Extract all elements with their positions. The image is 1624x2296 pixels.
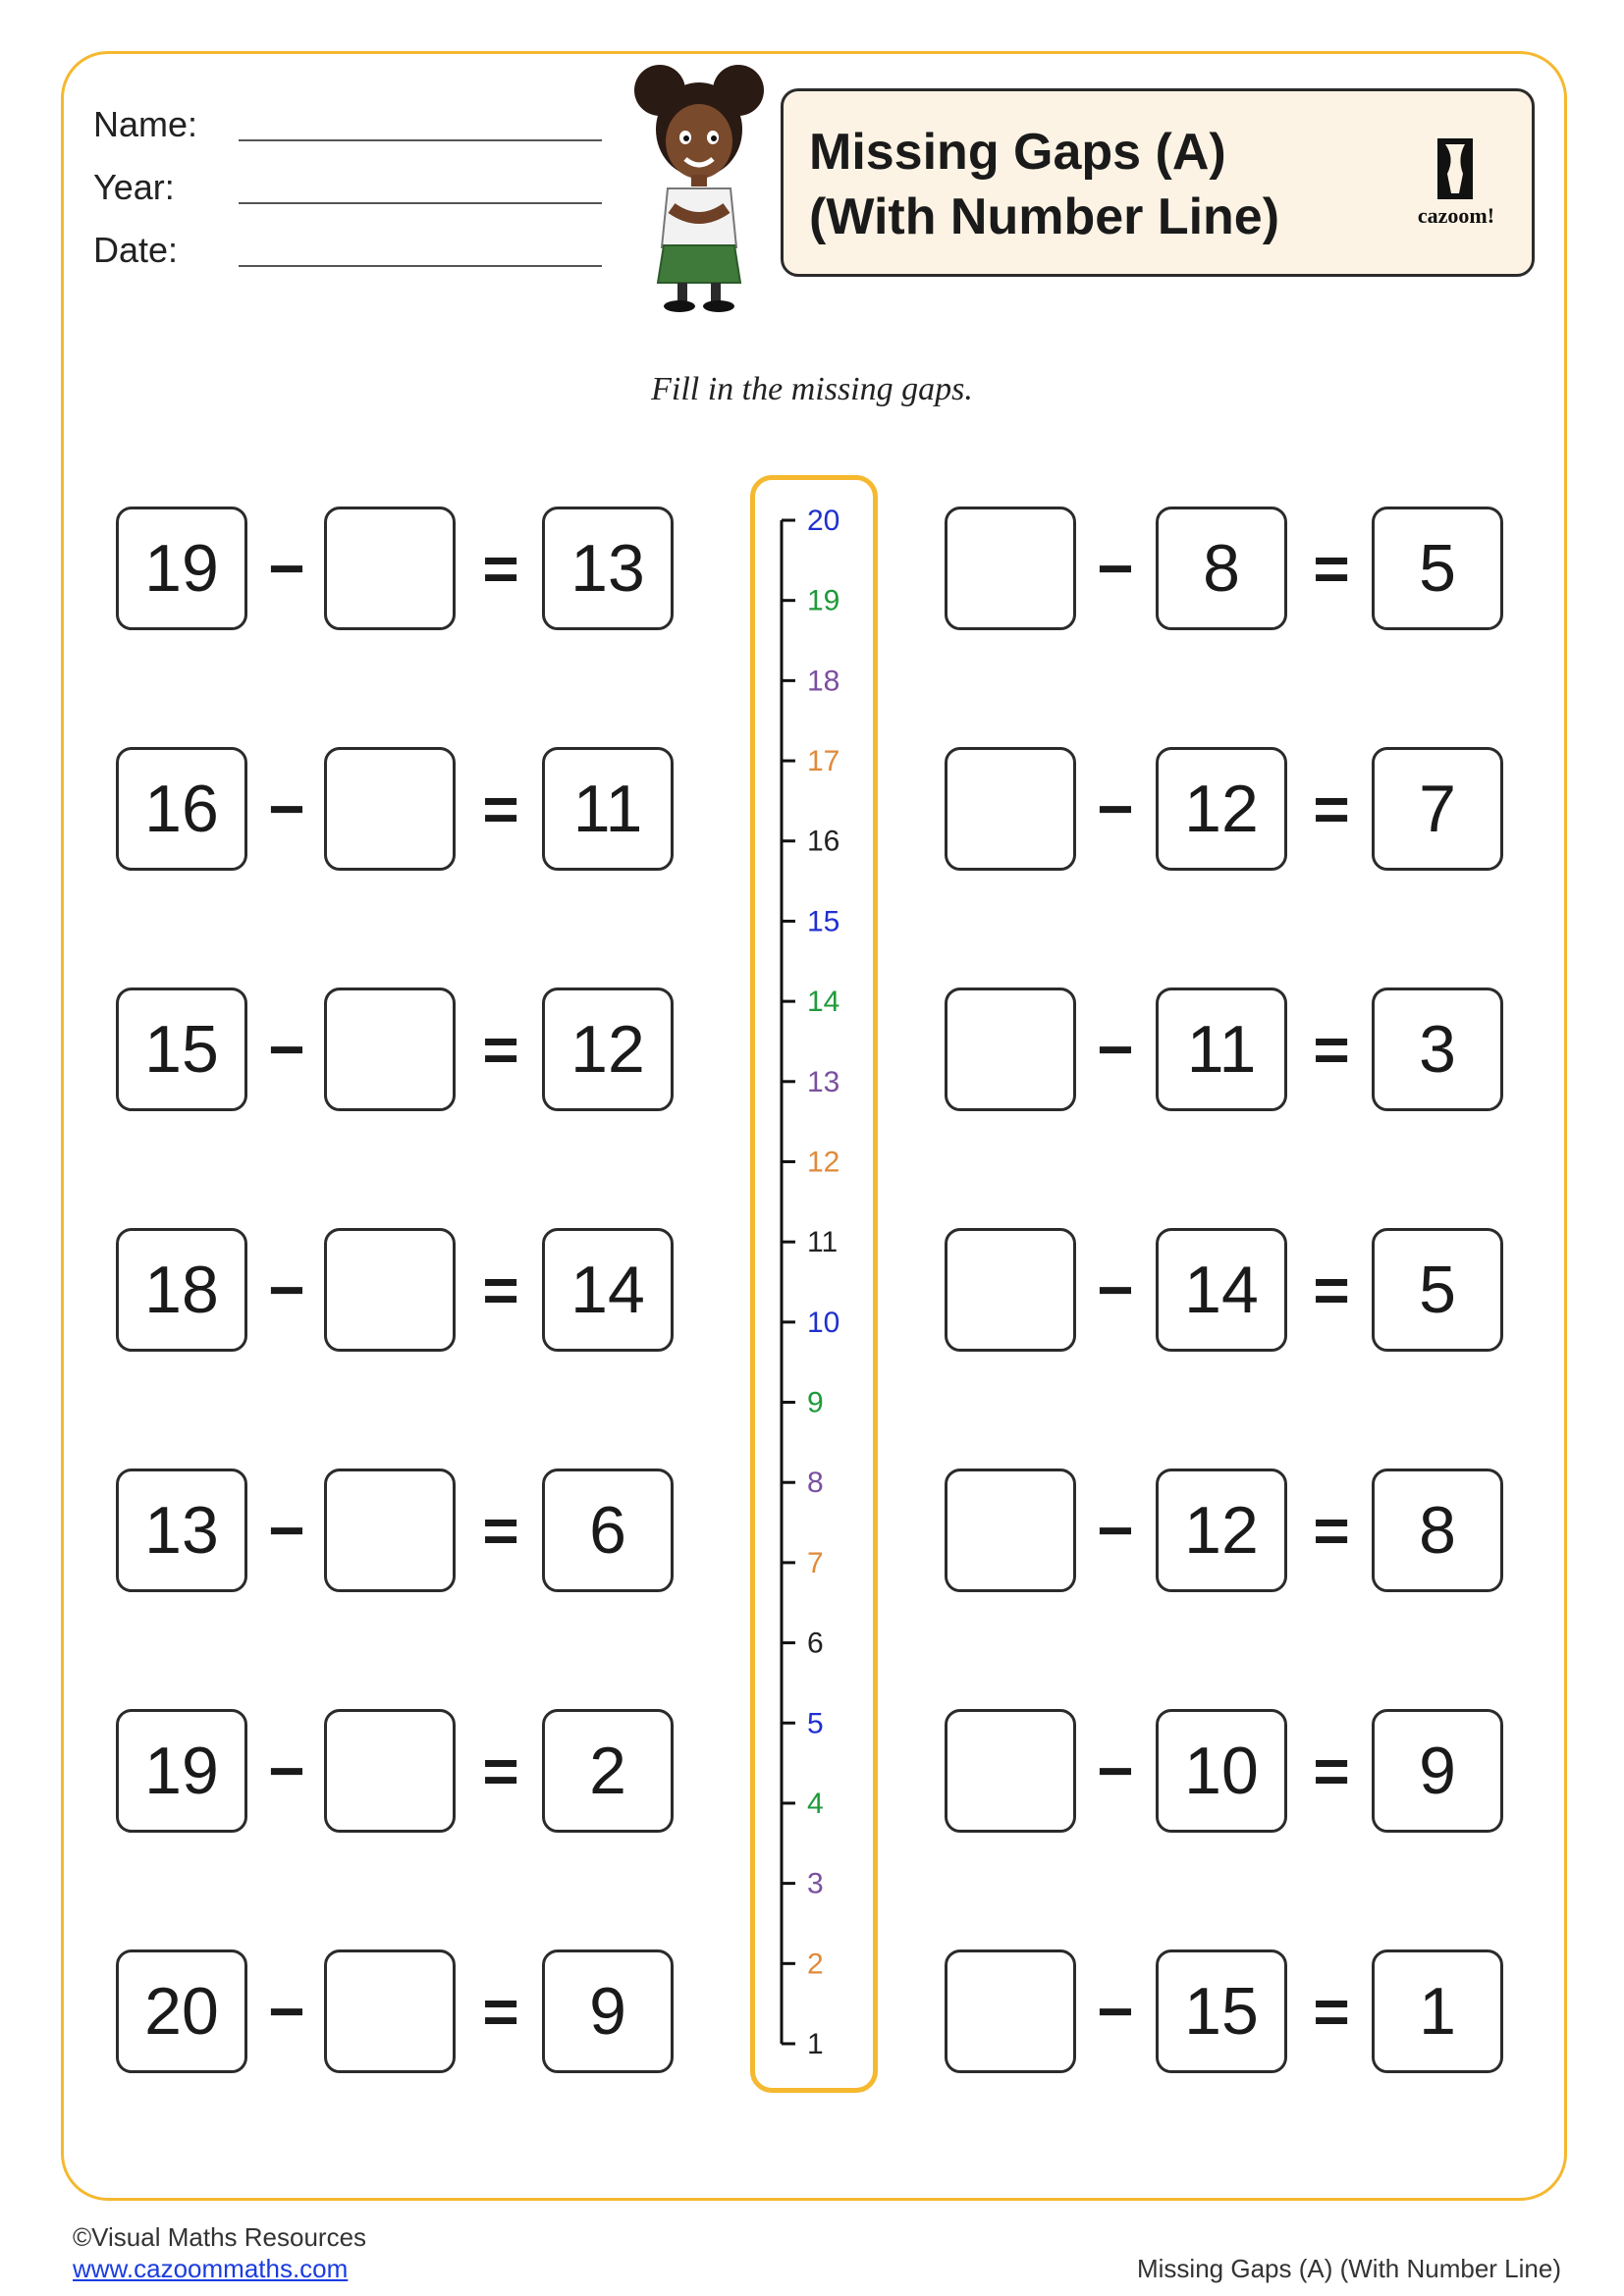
number-line-label: 1 — [807, 2028, 824, 2060]
number-box: 7 — [1372, 747, 1503, 871]
number-line-label: 19 — [807, 584, 840, 617]
number-line-label: 7 — [807, 1546, 824, 1579]
minus-sign: − — [268, 774, 305, 844]
number-line-label: 3 — [807, 1867, 824, 1900]
answer-box[interactable] — [324, 1709, 456, 1833]
copyright-text: ©Visual Maths Resources — [73, 2222, 367, 2252]
equals-sign: = — [482, 1495, 519, 1566]
equals-sign: = — [1313, 533, 1350, 604]
number-line-label: 12 — [807, 1146, 840, 1179]
number-box: 8 — [1372, 1468, 1503, 1592]
minus-sign: − — [1097, 1014, 1134, 1085]
date-field[interactable] — [239, 265, 602, 267]
student-avatar — [621, 61, 778, 314]
number-line-label: 5 — [807, 1707, 824, 1740]
number-box: 11 — [1156, 988, 1287, 1111]
number-box: 9 — [542, 1949, 674, 2073]
cazoom-logo — [1402, 134, 1510, 242]
minus-sign: − — [268, 1495, 305, 1566]
number-line-label: 6 — [807, 1627, 824, 1660]
equals-sign: = — [482, 774, 519, 844]
number-box: 15 — [116, 988, 247, 1111]
number-box: 19 — [116, 507, 247, 630]
number-line-label: 11 — [807, 1226, 839, 1259]
number-line-label: 14 — [807, 986, 840, 1019]
minus-sign: − — [268, 1014, 305, 1085]
equals-sign: = — [1313, 774, 1350, 844]
instruction-text: Fill in the missing gaps. — [651, 371, 973, 407]
minus-sign: − — [1097, 1735, 1134, 1806]
name-field[interactable] — [239, 139, 602, 141]
minus-sign: − — [1097, 1495, 1134, 1566]
answer-box[interactable] — [945, 747, 1076, 871]
equals-sign: = — [482, 1976, 519, 2047]
number-box: 18 — [116, 1228, 247, 1352]
website-link[interactable]: www.cazoommaths.com — [73, 2254, 349, 2283]
equals-sign: = — [482, 1014, 519, 1085]
number-line-label: 16 — [807, 825, 840, 858]
number-line-label: 9 — [807, 1386, 824, 1419]
minus-sign: − — [1097, 774, 1134, 844]
number-box: 12 — [1156, 1468, 1287, 1592]
number-box: 19 — [116, 1709, 247, 1833]
equals-sign: = — [1313, 1014, 1350, 1085]
number-line-label: 15 — [807, 905, 840, 938]
answer-box[interactable] — [945, 988, 1076, 1111]
minus-sign: − — [268, 1976, 305, 2047]
name-label: Name: — [93, 104, 198, 144]
minus-sign: − — [268, 1255, 305, 1325]
answer-box[interactable] — [945, 1949, 1076, 2073]
number-line-label: 2 — [807, 1948, 824, 1981]
number-box: 8 — [1156, 507, 1287, 630]
answer-box[interactable] — [945, 507, 1076, 630]
number-box: 2 — [542, 1709, 674, 1833]
worksheet-subtitle: (With Number Line) — [809, 188, 1280, 245]
number-line-label: 10 — [807, 1306, 840, 1339]
answer-box[interactable] — [324, 988, 456, 1111]
number-box: 12 — [1156, 747, 1287, 871]
logo-icon — [1402, 134, 1510, 203]
number-box: 1 — [1372, 1949, 1503, 2073]
equals-sign: = — [1313, 1255, 1350, 1325]
number-box: 20 — [116, 1949, 247, 2073]
number-line — [750, 475, 878, 2093]
year-label: Year: — [93, 167, 175, 207]
number-box: 5 — [1372, 1228, 1503, 1352]
answer-box[interactable] — [324, 1949, 456, 2073]
number-line-label: 8 — [807, 1467, 824, 1500]
equals-sign: = — [1313, 1976, 1350, 2047]
number-box: 11 — [542, 747, 674, 871]
number-box: 16 — [116, 747, 247, 871]
answer-box[interactable] — [945, 1228, 1076, 1352]
number-box: 15 — [1156, 1949, 1287, 2073]
equals-sign: = — [1313, 1735, 1350, 1806]
answer-box[interactable] — [945, 1709, 1076, 1833]
number-line-label: 18 — [807, 665, 840, 698]
number-box: 14 — [1156, 1228, 1287, 1352]
number-line-label: 20 — [807, 505, 840, 537]
number-box: 10 — [1156, 1709, 1287, 1833]
answer-box[interactable] — [324, 1468, 456, 1592]
equals-sign: = — [482, 1735, 519, 1806]
number-box: 6 — [542, 1468, 674, 1592]
title-box — [781, 88, 1535, 277]
number-line-label: 4 — [807, 1787, 824, 1820]
number-box: 14 — [542, 1228, 674, 1352]
number-box: 9 — [1372, 1709, 1503, 1833]
logo-text: cazoom! — [1417, 203, 1495, 228]
number-line-label: 17 — [807, 745, 840, 778]
number-box: 13 — [116, 1468, 247, 1592]
number-line-label: 13 — [807, 1065, 840, 1098]
worksheet-title: Missing Gaps (A) — [809, 124, 1226, 181]
minus-sign: − — [1097, 533, 1134, 604]
answer-box[interactable] — [324, 507, 456, 630]
number-box: 5 — [1372, 507, 1503, 630]
number-box: 3 — [1372, 988, 1503, 1111]
answer-box[interactable] — [945, 1468, 1076, 1592]
minus-sign: − — [1097, 1255, 1134, 1325]
date-label: Date: — [93, 230, 179, 270]
footer-title: Missing Gaps (A) (With Number Line) — [1137, 2254, 1561, 2283]
number-box: 12 — [542, 988, 674, 1111]
answer-box[interactable] — [324, 1228, 456, 1352]
answer-box[interactable] — [324, 747, 456, 871]
year-field[interactable] — [239, 202, 602, 204]
equals-sign: = — [482, 533, 519, 604]
minus-sign: − — [268, 533, 305, 604]
minus-sign: − — [1097, 1976, 1134, 2047]
equals-sign: = — [1313, 1495, 1350, 1566]
minus-sign: − — [268, 1735, 305, 1806]
equals-sign: = — [482, 1255, 519, 1325]
number-box: 13 — [542, 507, 674, 630]
